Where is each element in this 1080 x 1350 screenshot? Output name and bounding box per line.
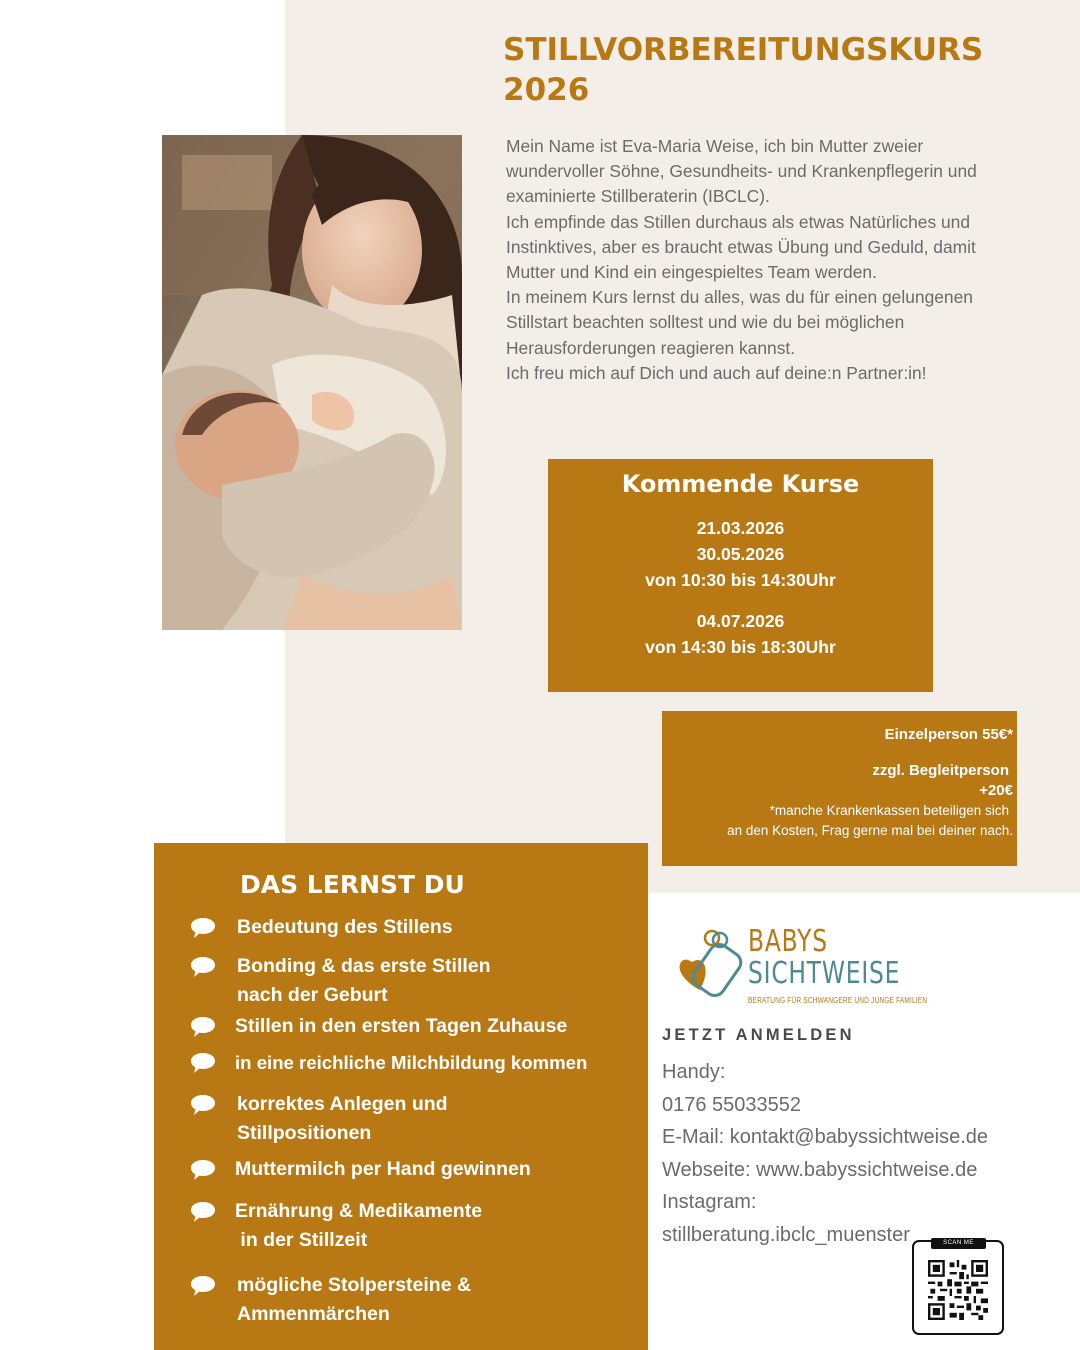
price-companion-label: zzgl. Begleitperson xyxy=(872,762,1009,779)
logo-emblem-icon xyxy=(678,926,748,1011)
contact-line: Handy: xyxy=(662,1061,726,1083)
logo-text-line2: SICHTWEISE xyxy=(748,956,901,991)
learn-item-text: Bedeutung des Stillens xyxy=(237,916,453,938)
speech-bubble-icon xyxy=(190,1015,216,1048)
learn-item-text: in eine reichliche Milchbildung kommen xyxy=(235,1052,588,1073)
intro-paragraph: Ich freu mich auf Dich und auch auf deine:n Partner:in! xyxy=(506,362,927,383)
contact-line: Instagram: xyxy=(662,1191,757,1214)
website-link[interactable]: Webseite: www.babyssichtweise.de xyxy=(662,1158,978,1181)
intro-paragraph: In meinem Kurs lernst du alles, was du für einen gelungenen Stillstart beachten solltest und wie du bei möglichen Herausforderungen reagieren kannst. xyxy=(506,287,973,358)
learn-item-text: Ammenmärchen xyxy=(237,1303,390,1325)
price-note-line: *manche Krankenkassen beteiligen sich xyxy=(769,803,1009,818)
contact-info xyxy=(662,1056,1062,1252)
speech-bubble-icon xyxy=(190,955,216,988)
logo-tagline: BERATUNG FÜR SCHWANGERE UND JUNGE FAMILIEN xyxy=(748,996,928,1005)
speech-bubble-icon xyxy=(190,1093,216,1126)
page-title: STILLVORBEREITUNGSKURS 2026 xyxy=(503,32,984,108)
learn-item-text: korrektes Anlegen und xyxy=(237,1093,448,1115)
price-note-line: an den Kosten, Frag gerne mal bei deiner nach. xyxy=(727,823,1013,838)
learn-item-text: mögliche Stolpersteine & xyxy=(237,1274,472,1296)
learn-heading: DAS LERNST DU xyxy=(240,870,465,899)
instagram-link[interactable]: stillberatung.ibclc_muenster xyxy=(662,1223,910,1246)
email-link[interactable]: E-Mail: kontakt@babyssichtweise.de xyxy=(662,1126,988,1149)
intro-paragraph: Ich empfinde das Stillen durchaus als etwas Natürliches und Instinktives, aber es braucht etwas Übung und Geduld, damit Mutter und Kind ein eingespieltes Team werden. xyxy=(506,211,976,283)
intro-text xyxy=(506,134,986,386)
learn-item-text: in der Stillzeit xyxy=(235,1229,368,1251)
babys-sichtweise-logo xyxy=(678,924,928,1011)
course-date: 04.07.2026 xyxy=(696,611,785,631)
pricing-box xyxy=(662,711,1017,866)
course-date: 21.03.2026 xyxy=(696,518,785,538)
learning-topics-box xyxy=(154,843,648,1350)
upcoming-courses-box xyxy=(548,459,933,692)
speech-bubble-icon xyxy=(190,916,216,949)
learn-item-text: Stillpositionen xyxy=(237,1122,372,1144)
speech-bubble-icon xyxy=(190,1274,216,1307)
learn-item-text: Muttermilch per Hand gewinnen xyxy=(235,1158,531,1180)
register-heading: JETZT ANMELDEN xyxy=(662,1026,855,1044)
speech-bubble-icon xyxy=(190,1200,216,1233)
qr-code[interactable] xyxy=(912,1240,1004,1335)
course-group-1 xyxy=(548,515,933,593)
learn-item-text: Ernährung & Medikamente xyxy=(235,1200,483,1222)
course-date: 30.05.2026 xyxy=(696,544,785,564)
learn-item-text: Stillen in den ersten Tagen Zuhause xyxy=(235,1015,568,1037)
courses-heading: Kommende Kurse xyxy=(621,470,860,498)
qr-label: SCAN ME xyxy=(931,1238,986,1249)
course-time: von 10:30 bis 14:30Uhr xyxy=(645,570,836,590)
learn-item-text: nach der Geburt xyxy=(237,984,388,1006)
speech-bubble-icon xyxy=(190,1051,216,1084)
intro-paragraph: Mein Name ist Eva-Maria Weise, ich bin Mutter zweier wundervoller Söhne, Gesundheits- und Krankenpflegerin und examinierte Stillberaterin (IBCLC). xyxy=(506,136,977,207)
qr-code-icon xyxy=(928,1260,988,1320)
price-single: Einzelperson 55€* xyxy=(884,726,1013,743)
phone-number[interactable]: 0176 55033552 xyxy=(662,1093,802,1116)
speech-bubble-icon xyxy=(190,1158,216,1191)
logo-text-line1: BABYS xyxy=(748,924,828,959)
course-time: von 14:30 bis 18:30Uhr xyxy=(645,637,836,657)
course-group-2 xyxy=(548,608,933,660)
mother-breastfeeding-photo xyxy=(162,135,462,630)
learn-item-text: Bonding & das erste Stillen xyxy=(237,955,491,977)
price-companion: +20€ xyxy=(979,782,1013,799)
